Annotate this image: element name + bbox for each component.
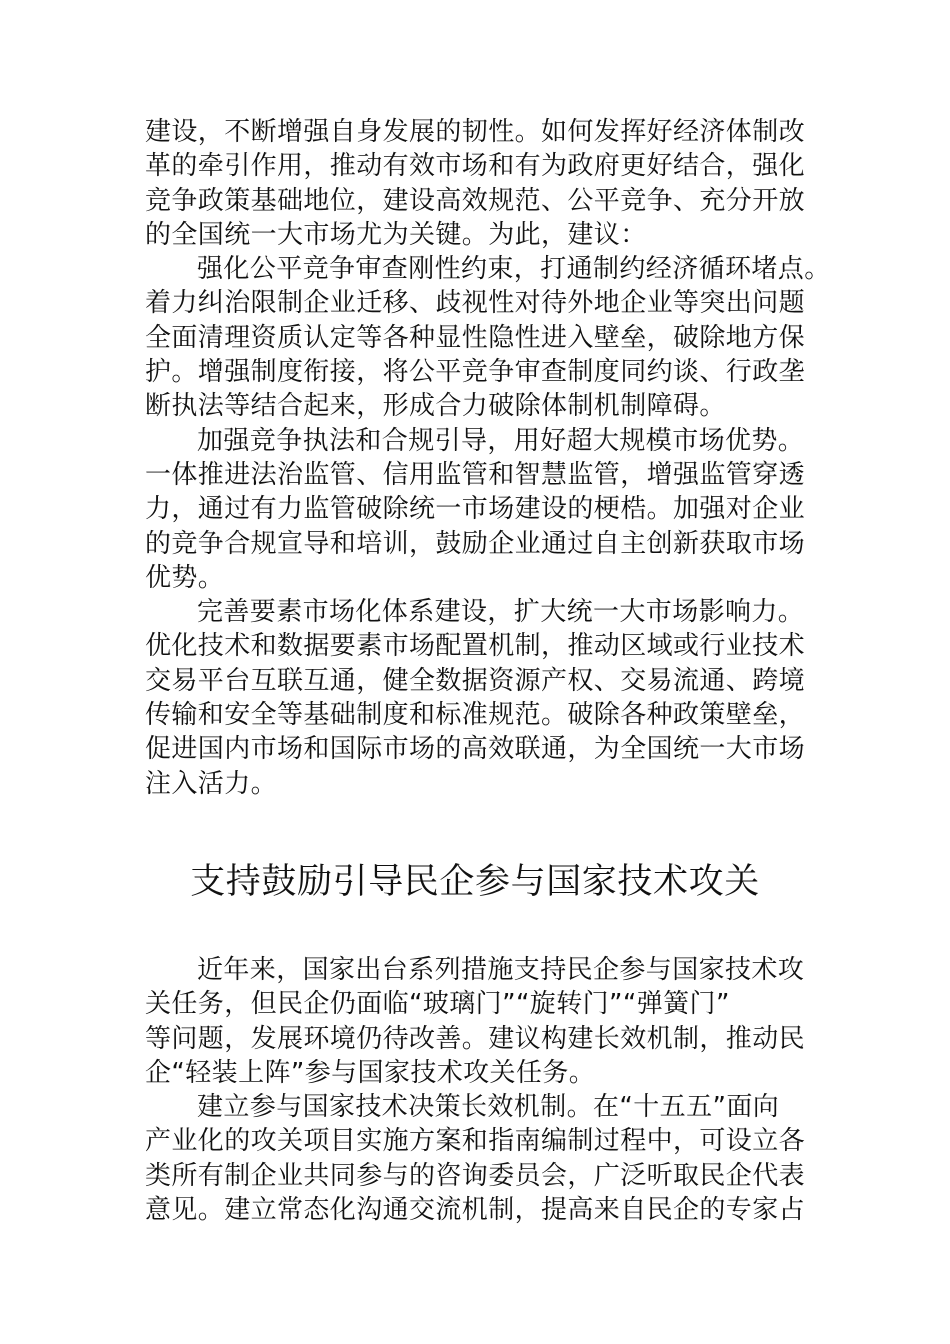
text-line: 的竞争合规宣导和培训，鼓励企业通过自主创新获取市场 <box>145 528 806 559</box>
text-line: 等问题，发展环境仍待改善。建议构建长效机制，推动民 <box>145 1023 806 1054</box>
text-line: 护。增强制度衔接，将公平竞争审查制度同约谈、行政垄 <box>145 357 806 388</box>
text-line: 断执法等结合起来，形成合力破除体制机制障碍。 <box>145 391 726 422</box>
text-line: 优势。 <box>145 562 225 593</box>
section-heading: 支持鼓励引导民企参与国家技术攻关 <box>190 862 760 902</box>
text-line: 传输和安全等基础制度和标准规范。破除各种政策壁垒， <box>145 700 806 731</box>
text-line: 促进国内市场和国际市场的高效联通，为全国统一大市场 <box>145 734 806 765</box>
text-line: 力，通过有力监管破除统一市场建设的梗梏。加强对企业 <box>145 494 806 525</box>
section-1-body <box>145 115 831 801</box>
text-line: 建设，不断增强自身发展的韧性。如何发挥好经济体制改 <box>145 117 806 147</box>
text-line: 的全国统一大市场尤为关键。为此，建议： <box>145 219 647 250</box>
text-line: 企“轻装上阵”参与国家技术攻关任务。 <box>145 1057 596 1088</box>
text-line: 革的牵引作用，推动有效市场和有为政府更好结合，强化 <box>145 151 806 182</box>
text-line: 着力纠治限制企业迁移、歧视性对待外地企业等突出问题 <box>145 288 806 319</box>
paragraph-lead-line: 完善要素市场化体系建设，扩大统一大市场影响力。 <box>197 597 805 628</box>
text-line: 关任务，但民企仍面临“玻璃门”“旋转门”“弹簧门” <box>145 989 730 1020</box>
paragraph-lead-line: 近年来，国家出台系列措施支持民企参与国家技术攻 <box>197 955 805 985</box>
text-line: 一体推进法治监管、信用监管和智慧监管，增强监管穿透 <box>145 459 806 490</box>
paragraph-lead-line: 加强竞争执法和合规引导，用好超大规模市场优势。 <box>197 425 805 456</box>
text-line: 竞争政策基础地位，建设高效规范、公平竞争、充分开放 <box>145 185 806 216</box>
paragraph-lead-line: 强化公平竞争审查刚性约束，打通制约经济循环堵点。 <box>197 254 831 285</box>
section-2-body <box>145 953 825 1227</box>
text-line: 全面清理资质认定等各种显性隐性进入壁垒，破除地方保 <box>145 322 806 353</box>
text-line: 类所有制企业共同参与的咨询委员会，广泛听取民企代表 <box>145 1160 806 1191</box>
text-line: 注入活力。 <box>145 768 278 799</box>
text-line: 优化技术和数据要素市场配置机制，推动区域或行业技术 <box>145 631 806 662</box>
text-line: 意见。建立常态化沟通交流机制，提高来自民企的专家占 <box>145 1195 806 1226</box>
text-line: 交易平台互联互通，健全数据资源产权、交易流通、跨境 <box>145 665 806 696</box>
paragraph-lead-line: 建立参与国家技术决策长效机制。在“十五五”面向 <box>197 1092 780 1123</box>
text-line: 产业化的攻关项目实施方案和指南编制过程中，可设立各 <box>145 1126 806 1157</box>
